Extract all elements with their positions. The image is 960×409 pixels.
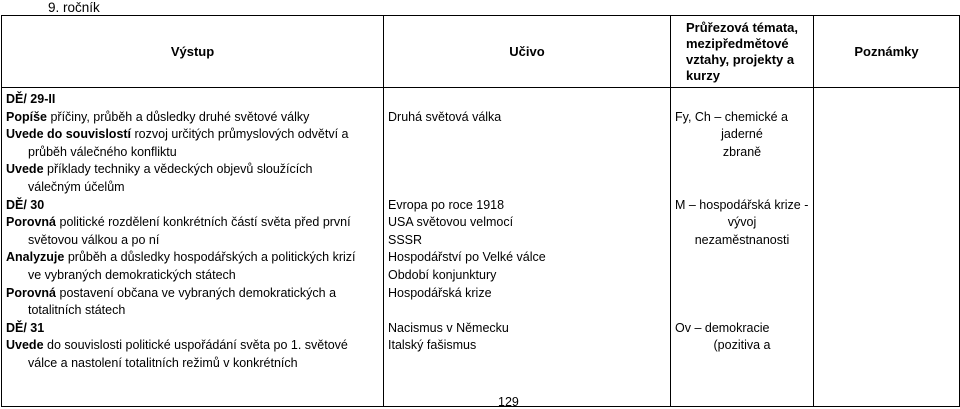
- header-temata: [671, 16, 814, 88]
- outcome-line: [6, 249, 379, 267]
- outcome-text: průběh válečného konfliktu: [28, 144, 177, 159]
- header-temata-line: vztahy, projekty a: [686, 51, 795, 67]
- temata-item: Fy, Ch – chemické a: [675, 109, 789, 124]
- header-poznamky: Poznámky: [814, 16, 960, 88]
- outcome-text: rozvoj určitých průmyslových odvětví a: [131, 127, 349, 142]
- table-header-row: [2, 16, 960, 88]
- temata-item: M – hospodářská krize -: [675, 197, 809, 212]
- outcome-verb: Porovná: [6, 285, 57, 300]
- outcome-line: [6, 161, 379, 179]
- outcome-text: do souvislosti politické uspořádání světa po 1. světové: [43, 338, 348, 353]
- curriculum-table: [1, 15, 960, 407]
- ucivo-item: Evropa po roce 1918: [388, 197, 505, 212]
- header-temata-line: mezipředmětové: [686, 35, 789, 51]
- vystup-cell: [2, 88, 384, 407]
- temata-item: zbraně: [722, 144, 762, 159]
- header-vystup: Výstup: [2, 16, 384, 88]
- header-temata-line: kurzy: [686, 67, 720, 83]
- ucivo-item: Nacismus v Německu: [388, 320, 509, 335]
- section-code: DĚ/ 30: [6, 197, 45, 212]
- temata-item: Ov – demokracie: [675, 320, 770, 335]
- outcome-verb: Uvede: [6, 338, 44, 353]
- outcome-text: politické rozdělení konkrétních částí světa před první: [56, 215, 351, 230]
- outcome-line: [6, 214, 379, 232]
- ucivo-item: Období konjunktury: [388, 267, 497, 282]
- outcome-verb: Uvede: [6, 162, 44, 177]
- outcome-text: příklady techniky a vědeckých objevů sloužících: [43, 162, 313, 177]
- ucivo-item: SSSR: [388, 232, 423, 247]
- temata-item: nezaměstnanosti: [694, 232, 790, 247]
- outcome-text: ve vybraných demokratických státech: [28, 267, 236, 282]
- outcome-line: [6, 337, 379, 355]
- ucivo-item: Italský fašismus: [388, 338, 477, 353]
- section-code: DĚ/ 31: [6, 320, 45, 335]
- table-row: [2, 88, 960, 407]
- outcome-text: příčiny, průběh a důsledky druhé světové války: [47, 109, 310, 124]
- outcome-text: válečným účelům: [28, 179, 125, 194]
- ucivo-item: USA světovou velmocí: [388, 215, 514, 230]
- header-ucivo: Učivo: [384, 16, 671, 88]
- temata-item: (pozitiva a: [713, 338, 771, 353]
- outcome-verb: Popíše: [6, 109, 47, 124]
- outcome-verb: Porovná: [6, 215, 57, 230]
- ucivo-item: Hospodářství po Velké válce: [388, 250, 546, 265]
- outcome-line: [6, 126, 379, 144]
- page-number: 129: [498, 395, 519, 409]
- section-code: DĚ/ 29-II: [6, 92, 56, 106]
- ucivo-cell: [384, 88, 671, 407]
- outcome-verb: Uvede do souvislostí: [6, 127, 132, 142]
- ucivo-item: Hospodářská krize: [388, 285, 492, 300]
- ucivo-item: Druhá světová válka: [388, 109, 502, 124]
- header-temata-line: Průřezová témata,: [686, 19, 798, 35]
- outcome-text: válce a nastolení totalitních režimů v konkrétních: [28, 355, 298, 370]
- outcome-line: [6, 109, 379, 127]
- poznamky-cell: [814, 88, 960, 407]
- grade-title: 9. ročník: [48, 0, 100, 15]
- temata-item: jaderné: [721, 127, 763, 142]
- outcome-text: průběh a důsledky hospodářských a politických krizí: [64, 250, 356, 265]
- outcome-line: [6, 285, 379, 303]
- outcome-verb: Analyzuje: [6, 250, 65, 265]
- outcome-text: postavení občana ve vybraných demokratických a: [56, 285, 337, 300]
- outcome-text: totalitních státech: [28, 303, 126, 318]
- outcome-text: světovou válkou a po ní: [28, 232, 160, 247]
- temata-cell: [671, 88, 814, 407]
- temata-item: vývoj: [727, 215, 757, 230]
